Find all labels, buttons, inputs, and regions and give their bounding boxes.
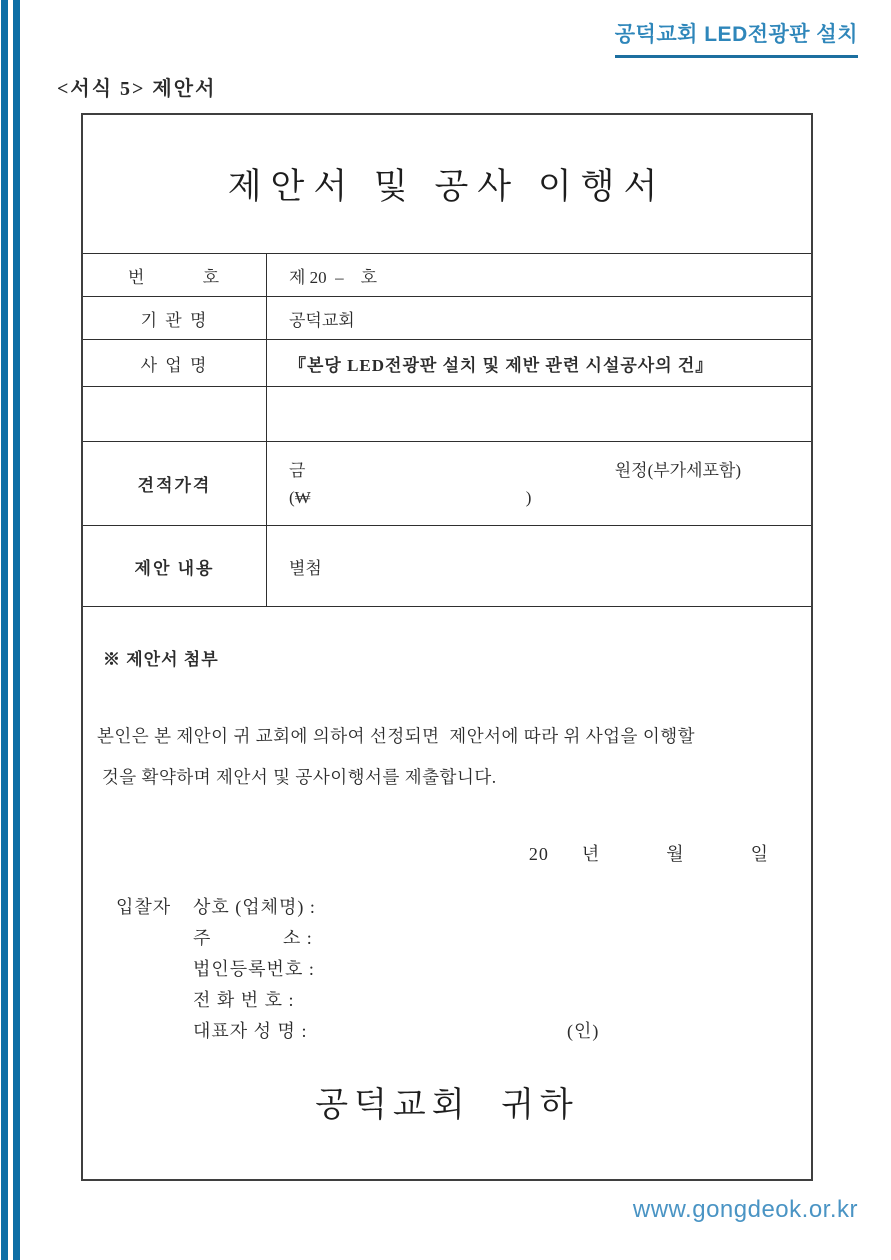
bidder-phone-label: 전 화 번 호 : [193, 990, 295, 1010]
attachment-note: ※ 제안서 첨부 [103, 650, 219, 669]
bidder-prefix: 입찰자 [116, 897, 172, 917]
pledge-paragraph [97, 716, 811, 798]
table-row-price [83, 442, 811, 526]
bidder-phone-row [116, 985, 811, 1016]
row-number-label: 번 호 [83, 254, 267, 296]
seal-mark: (인) [567, 1021, 600, 1041]
form-number-label: <서식 5> 제안서 [57, 78, 217, 100]
bidder-representative-row [116, 1016, 811, 1047]
footer-website-link[interactable]: www.gongdeok.or.kr [632, 1196, 858, 1223]
pledge-line-2: 것을 확약하며 제안서 및 공사이행서를 제출합니다. [97, 767, 497, 787]
recipient-line: 공덕교회 귀하 [315, 1087, 579, 1124]
row-empty-label [83, 387, 267, 441]
bidder-company-label: 상호 (업체명) : [193, 897, 316, 917]
site-header-link[interactable]: 공덕교회 LED전광판 설치 [615, 18, 858, 58]
row-content-label: 제안 내용 [83, 526, 267, 606]
row-organization-label: 기 관 명 [83, 297, 267, 339]
pledge-line-1: 본인은 본 제안이 귀 교회에 의하여 선정되면 제안서에 따라 위 사업을 이행할 [97, 726, 696, 746]
row-price-label: 견적가격 [83, 442, 267, 525]
bidder-registration-label: 법인등록번호 : [193, 959, 315, 979]
bidder-registration-row [116, 954, 811, 985]
bidder-company-row [116, 892, 811, 923]
price-currency-line [289, 484, 811, 511]
row-price-value [267, 442, 811, 525]
row-empty-value [267, 387, 811, 441]
price-currency-close: ) [525, 487, 532, 507]
table-row-empty [83, 387, 811, 442]
document-title: 제안서 및 공사 이행서 [83, 115, 811, 254]
bidder-address-label: 주 소 : [193, 928, 313, 948]
row-content-value: 별첨 [289, 558, 322, 578]
bidder-address-row [116, 923, 811, 954]
bidder-representative-label: 대표자 성 명 : [193, 1021, 308, 1041]
row-project-value: 『본당 LED전광판 설치 및 제반 관련 시설공사의 건』 [289, 355, 714, 375]
table-row-content [83, 526, 811, 607]
row-number-value: 제 20 – 호 [289, 267, 378, 287]
row-project-label: 사 업 명 [83, 340, 267, 386]
price-amount-prefix: 금 [289, 460, 306, 480]
price-currency-open: (₩ [289, 487, 311, 507]
left-accent-bar-outer [1, 0, 8, 1260]
row-organization-value: 공덕교회 [289, 310, 355, 330]
bidder-block [116, 892, 811, 1047]
table-row-project [83, 340, 811, 387]
table-row-number [83, 254, 811, 297]
proposal-form-box [81, 113, 813, 1181]
table-row-organization [83, 297, 811, 340]
price-amount-suffix: 원정(부가세포함) [614, 460, 741, 480]
left-accent-bar-inner [13, 0, 20, 1260]
date-line: 20 년 월 일 [528, 844, 769, 864]
price-amount-line [289, 457, 811, 484]
